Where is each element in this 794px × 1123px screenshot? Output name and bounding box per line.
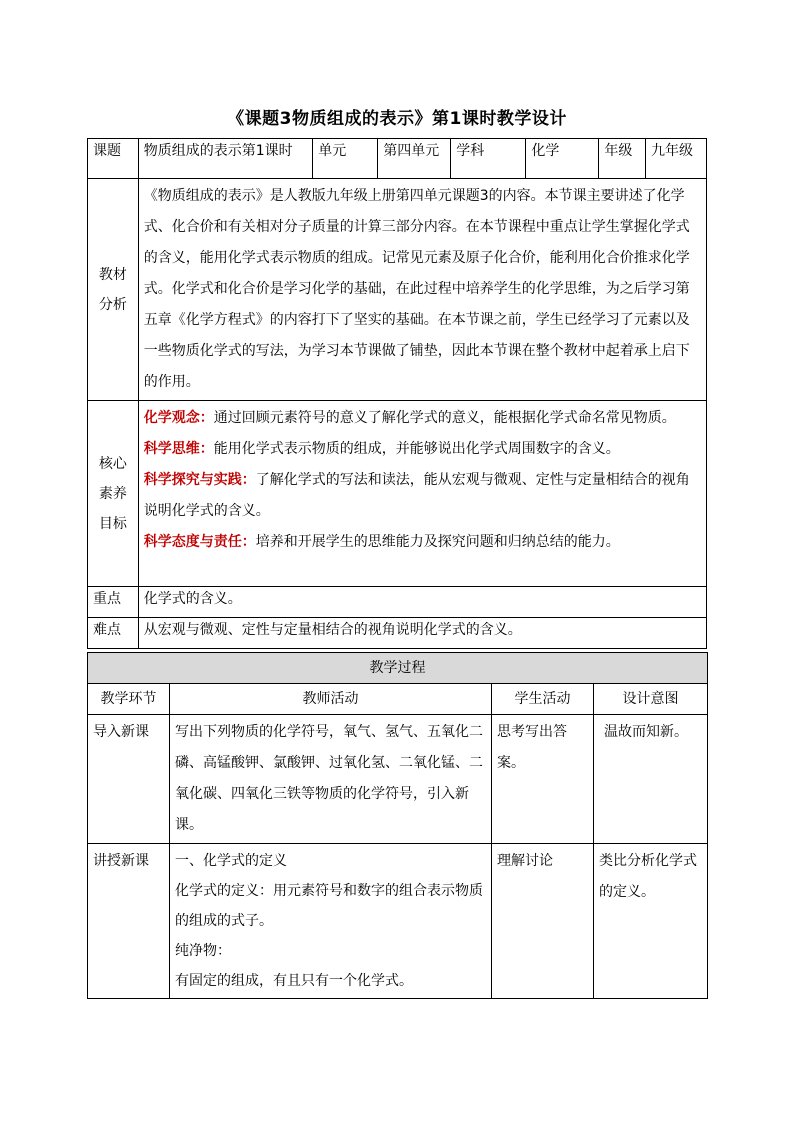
teacher-line: 化学式的定义：用元素符号和数字的组合表示物质的组成的式子。: [175, 883, 483, 929]
difficulty-text: 从宏观与微观、定性与定量相结合的视角说明化学式的含义。: [138, 618, 706, 649]
core-label: 核心素养目标: [88, 401, 139, 587]
teacher-line: 纯净物：: [175, 943, 231, 959]
difficulty-label: 难点: [88, 618, 139, 649]
header-intent: 设计意图: [594, 684, 708, 715]
subject-value: 化学: [526, 139, 599, 179]
stage-cell: 讲授新课: [88, 844, 170, 999]
core-row: [88, 401, 707, 587]
core-item-text: 培养和开展学生的思维能力及探究问题和归纳总结的能力。: [255, 534, 620, 550]
teacher-line: 有固定的组成，有且只有一个化学式。: [175, 973, 413, 989]
header-student: 学生活动: [492, 684, 594, 715]
core-item-head: 科学态度与责任：: [143, 534, 256, 550]
student-cell: 理解讨论: [492, 844, 594, 999]
difficulty-row: [88, 618, 707, 649]
intent-cell: 类比分析化学式的定义。: [594, 844, 708, 999]
stage-cell: 导入新课: [88, 715, 170, 844]
analysis-text: 《物质组成的表示》是人教版九年级上册第四单元课题3的内容。本节课主要讲述了化学式、化合价和有关相对分子质量的计算三部分内容。在本节课程中重点让学生掌握化学式的含义，能用化学式表示物质的组成。记常见元素及原子化合价，能利用化合价推求化学式。化学式和化合价是学习化学的基础，在此过程中培养学生的化学思维，为之后学习第五章《化学方程式》的内容打下了坚实的基础。在本节课之前，学生已经学习了元素以及一些物质化学式的写法，为学习本节课做了铺垫，因此本节课在整个教材中起着承上启下的作用。: [138, 179, 706, 401]
teacher-cell: [170, 844, 492, 999]
key-point-text: 化学式的含义。: [138, 587, 706, 618]
core-item-head: 化学观念：: [143, 410, 214, 426]
table-row: [88, 715, 708, 844]
key-point-row: [88, 587, 707, 618]
core-item-text: 通过回顾元素符号的意义了解化学式的意义，能根据化学式命名常见物质。: [213, 410, 676, 426]
header-stage: 教学环节: [88, 684, 170, 715]
subject-label: 学科: [451, 139, 526, 179]
analysis-row: [88, 179, 707, 401]
page-title: 《课题3物质组成的表示》第1课时教学设计: [227, 109, 567, 129]
core-content: [138, 401, 706, 587]
topic-label: 课题: [88, 139, 139, 179]
process-title: 教学过程: [88, 653, 708, 684]
topic-value: 物质组成的表示第1课时: [138, 139, 313, 179]
process-header-row: [88, 684, 708, 715]
analysis-label: 教材分析: [88, 179, 139, 401]
core-item-text: 能用化学式表示物质的组成，并能够说出化学式周围数字的含义。: [213, 441, 620, 457]
info-row: [88, 139, 707, 179]
lesson-info-table: [87, 138, 707, 649]
core-item: [144, 403, 701, 434]
student-cell: 思考写出答案。: [492, 715, 594, 844]
core-item: [144, 527, 701, 558]
core-item: [144, 465, 701, 527]
grade-value: 九年级: [646, 139, 707, 179]
table-row: [88, 844, 708, 999]
teacher-line: 一、化学式的定义: [175, 853, 287, 869]
process-title-row: [88, 653, 708, 684]
unit-value: 第四单元: [378, 139, 451, 179]
key-point-label: 重点: [88, 587, 139, 618]
unit-label: 单元: [313, 139, 378, 179]
intent-cell: 温故而知新。: [594, 715, 708, 844]
grade-label: 年级: [599, 139, 646, 179]
core-item-text: 了解化学式的写法和读法，能从宏观与微观、定性与定量相结合的视角说明化学式的含义。: [143, 472, 690, 519]
header-teacher: 教师活动: [170, 684, 492, 715]
core-item-head: 科学探究与实践：: [143, 472, 256, 488]
teacher-cell: 写出下列物质的化学符号，氧气、氢气、五氧化二磷、高锰酸钾、氯酸钾、过氧化氢、二氧化锰、二氧化碳、四氧化三铁等物质的化学符号，引入新课。: [170, 715, 492, 844]
core-item-head: 科学思维：: [143, 441, 214, 457]
process-table: [87, 652, 708, 999]
core-item: [144, 434, 701, 465]
